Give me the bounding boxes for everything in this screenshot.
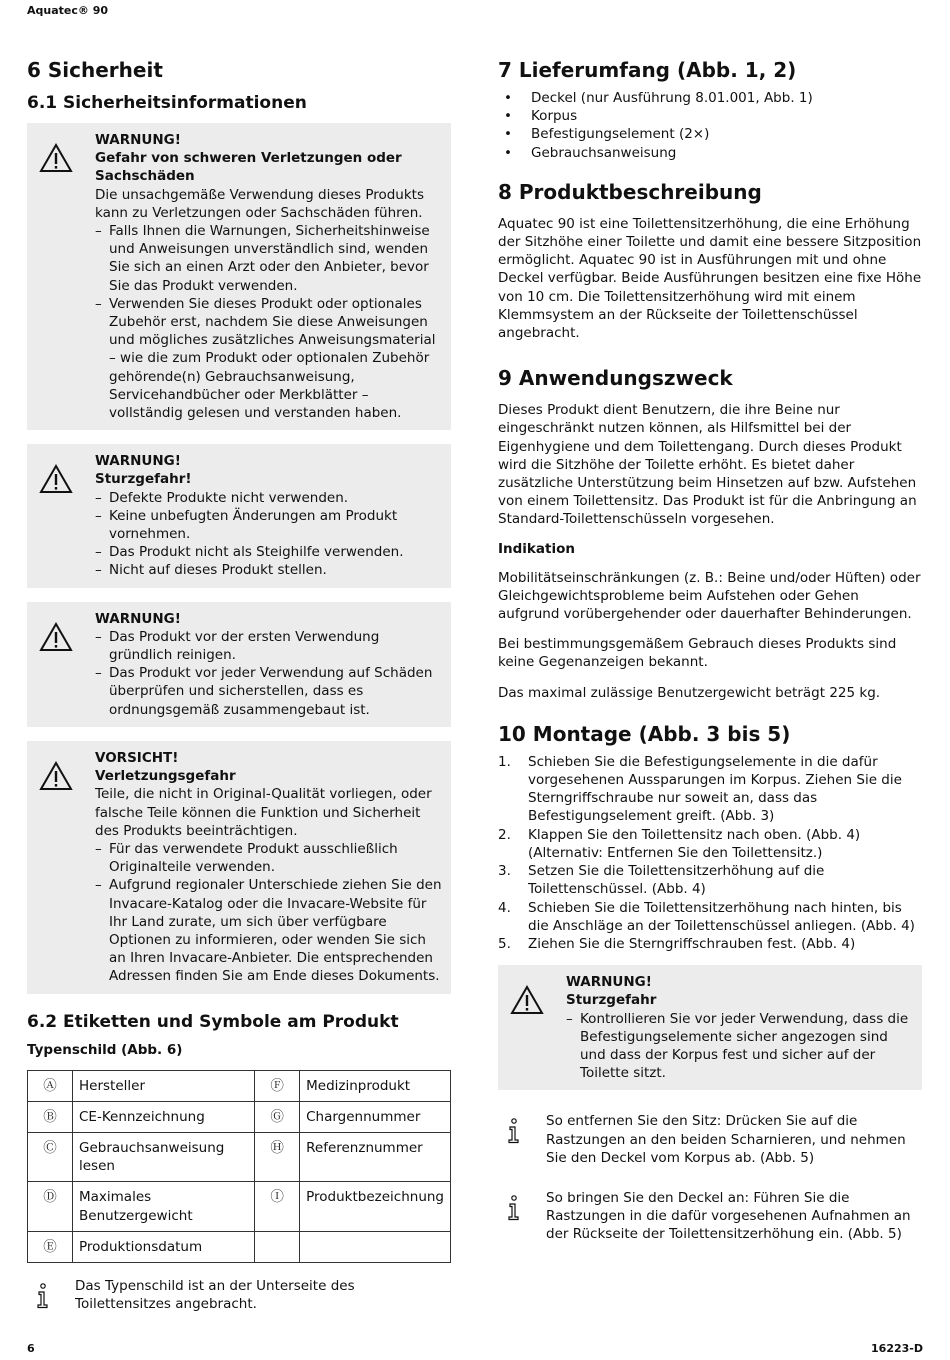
warning-item: – Verwenden Sie dieses Produkt oder optionales Zubehör erst, nachdem Sie diese Anweisungen und mögliches zusätzliches Anweisungsmaterial – wie die zum Produkt oder optionalen Zubehör gehörende(n) Gebrauchsanweisung, Servicehandbücher oder Merkblätter – vollständig gelesen und verstanden haben. (95, 295, 436, 422)
info-note: Das Typenschild ist an der Unterseite des Toilettensitzes angebracht. (27, 1277, 451, 1314)
section-8-title: 8 Produktbeschreibung (498, 179, 762, 204)
table-row: Ⓑ CE-Kennzeichnung Ⓖ Chargennummer (28, 1101, 451, 1132)
header-product: Aquatec® 90 (27, 4, 109, 17)
table-row: Ⓓ Maximales Benutzergewicht Ⓘ Produktbezeichnung (28, 1182, 451, 1231)
section-6-title: 6 Sicherheit (27, 58, 163, 82)
section-6-1-title: 6.1 Sicherheitsinformationen (27, 93, 307, 113)
indication-text: Mobilitätseinschränkungen (z. B.: Beine und/oder Hüften) oder Gleichgewichtsprobleme beim Aufstehen oder Gehen aufgrund vorübergehender oder dauerhafter Behinderungen. (498, 569, 921, 623)
warning-item: – Das Produkt vor der ersten Verwendung gründlich reinigen. (95, 628, 380, 664)
caution-label: VORSICHT! (95, 749, 179, 766)
list-item: 4. Schieben Sie die Toilettensitzerhöhung nach hinten, bis die Anschläge an der Toilettenschüssel anliegen. (Abb. 4) (498, 899, 915, 934)
warning-triangle-icon (39, 452, 95, 579)
list-item: • Korpus (504, 108, 578, 125)
warning-text: Die unsachgemäße Verwendung dieses Produkts kann zu Verletzungen oder Sachschäden führen. (95, 186, 425, 221)
section-7-title: 7 Lieferumfang (Abb. 1, 2) (498, 58, 797, 82)
warning-item: – Kontrollieren Sie vor jeder Verwendung, dass die Befestigungselemente sicher angezogen sind und dass der Korpus fest und sicher auf der Toilette sitzt. (566, 1010, 909, 1082)
caution-box (27, 741, 451, 994)
left-column (27, 58, 451, 1336)
warning-triangle-icon (39, 610, 95, 719)
info-note-remove-seat: So entfernen Sie den Sitz: Drücken Sie auf die Rastzungen an den beiden Scharnieren, und nehmen Sie den Deckel vom Korpus ab. (Abb. 5) (498, 1112, 922, 1167)
right-column (498, 58, 922, 1266)
info-icon (27, 1277, 75, 1314)
list-item: 5. Ziehen Sie die Sterngriffschrauben fest. (Abb. 4) (498, 935, 856, 952)
table-row: Ⓐ Hersteller Ⓕ Medizinprodukt (28, 1070, 451, 1101)
list-item: • Gebrauchsanweisung (504, 144, 677, 161)
caution-text: Teile, die nicht in Original-Qualität vorliegen, oder falsche Teile können die Funktion und Sicherheit des Produkts beeinträchtigen. (95, 786, 432, 839)
contraindication-text: Bei bestimmungsgemäßem Gebrauch dieses Produkts sind keine Gegenanzeigen bekannt. (498, 636, 897, 671)
info-note-attach-lid: So bringen Sie den Deckel an: Führen Sie die Rastzungen in die dafür vorgesehenen Aufnahmen an der Rückseite der Toilettensitzerhöhung ein. (Abb. 5) (498, 1189, 922, 1244)
warning-item: – Das Produkt nicht als Steighilfe verwenden. (95, 544, 404, 561)
warning-item: – Das Produkt vor jeder Verwendung auf Schäden überprüfen und sicherstellen, dass es ordnungsgemäß zusammengebaut ist. (95, 665, 433, 718)
warning-box-2 (27, 444, 451, 587)
warning-box-3 (27, 602, 451, 727)
warning-label: WARNUNG! (95, 610, 181, 627)
caution-title: Verletzungsgefahr (95, 768, 236, 785)
list-item: 1. Schieben Sie die Befestigungselemente in die dafür vorgesehenen Aussparungen im Korpus. Ziehen Sie die Sterngriffschraube nur soweit an, dass das Befestigungselement greift. (Abb. 3) (498, 753, 902, 825)
caution-item: – Für das verwendete Produkt ausschließlich Originalteile verwenden. (95, 840, 398, 876)
warning-box-1 (27, 123, 451, 430)
warning-label: WARNUNG! (95, 453, 181, 470)
list-item: • Deckel (nur Ausführung 8.01.001, Abb. 1) (504, 90, 813, 106)
max-weight-text: Das maximal zulässige Benutzergewicht beträgt 225 kg. (498, 684, 881, 701)
warning-triangle-icon (39, 749, 95, 986)
warning-triangle-icon (510, 973, 566, 1082)
table-row: Ⓒ Gebrauchsanweisung lesen Ⓗ Referenznummer (28, 1132, 451, 1181)
warning-label: WARNUNG! (566, 974, 652, 991)
warning-label: WARNUNG! (95, 132, 181, 148)
section-6-2-title: 6.2 Etiketten und Symbole am Produkt (27, 1011, 399, 1032)
warning-item: – Nicht auf dieses Produkt stellen. (95, 562, 327, 579)
label-table (27, 1070, 451, 1263)
warning-box-assembly (498, 965, 922, 1090)
warning-item: – Falls Ihnen die Warnungen, Sicherheitshinweise und Anweisungen unverständlich sind, wenden Sie sich an einen Arzt oder den Anbieter, bevor Sie das Produkt verwenden. (95, 223, 430, 294)
caution-item: – Aufgrund regionaler Unterschiede ziehen Sie den Invacare-Katalog oder die Invacare-Website für Ihr Land zurate, um sich über verfügbare Optionen zu informieren, oder wenden Sie sich an Ihren Invacare-Anbieter. Die entsprechenden Adressen finden Sie am Ende dieses Dokuments. (95, 877, 442, 985)
section-8-text: Aquatec 90 ist eine Toilettensitzerhöhung, die eine Erhöhung der Sitzhöhe einer Toilette und damit eine bessere Sitzposition ermöglicht. Aquatec 90 ist in Ausführungen mit und ohne Deckel verfügbar. Beide Ausführungen besitzen eine fixe Höhe von 10 cm. Die Toilettensitzerhöhung wird mit einem Klemmsystem an der Rückseite der Toilettenschüssel angebracht. (498, 215, 922, 342)
assembly-steps (498, 753, 922, 953)
typenschild-title: Typenschild (Abb. 6) (27, 1041, 183, 1058)
info-icon (498, 1112, 546, 1167)
section-9-title: 9 Anwendungszweck (498, 366, 733, 391)
warning-item: – Keine unbefugten Änderungen am Produkt vornehmen. (95, 507, 398, 543)
indication-title: Indikation (498, 540, 575, 557)
warning-triangle-icon (39, 131, 95, 422)
list-item: 3. Setzen Sie die Toilettensitzerhöhung auf die Toilettenschüssel. (Abb. 4) (498, 863, 825, 898)
list-item: • Befestigungselement (2×) (504, 126, 710, 143)
footer-doc-number: 16223-D (871, 1342, 923, 1355)
info-icon (498, 1189, 546, 1244)
section-9-text: Dieses Produkt dient Benutzern, die ihre Beine nur eingeschränkt nutzen können, als Hilfsmittel bei der Eigenhygiene und dem Toilettengang. Durch dieses Produkt wird die Sitzhöhe der Toilette erhöht. Es bietet daher zusätzliche Unterstützung beim Hinsetzen auf bzw. Aufstehen von einem Toilettensitz. Das Produkt ist für die Anbringung an Standard-Toilettenschüsseln vorgesehen. (498, 402, 917, 528)
warning-item: – Defekte Produkte nicht verwenden. (95, 489, 349, 506)
warning-title: Gefahr von schweren Verletzungen oder Sachschäden (95, 150, 402, 185)
table-row: Ⓔ Produktionsdatum (28, 1231, 451, 1262)
footer-page-number: 6 (27, 1342, 35, 1355)
warning-title: Sturzgefahr! (95, 471, 192, 488)
warning-title: Sturzgefahr (566, 992, 657, 1009)
list-item: 2. Klappen Sie den Toilettensitz nach oben. (Abb. 4) (Alternativ: Entfernen Sie den Toilettensitz.) (498, 826, 861, 861)
section-10-title: 10 Montage (Abb. 3 bis 5) (498, 721, 791, 746)
delivery-list (498, 89, 922, 162)
